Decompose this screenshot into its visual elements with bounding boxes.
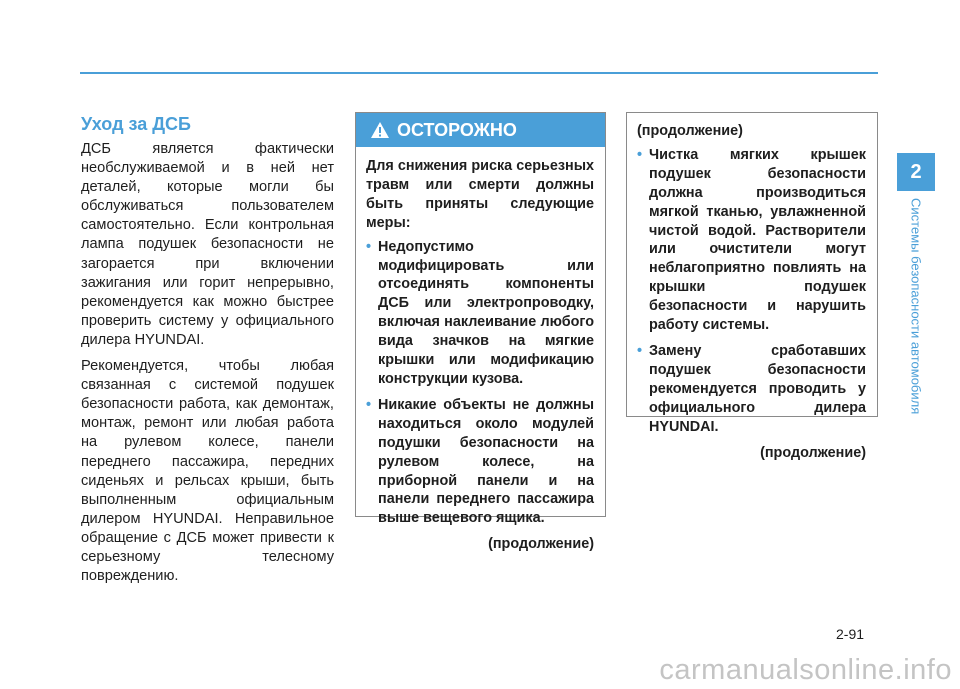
section-title: Уход за ДСБ (81, 114, 191, 134)
list-item-text: Недопустимо модифицировать или отсоединять компоненты ДСБ или электропроводку, включая наклеивание любого вида значков на мягкие крышки или модификацию конструкции кузова. (378, 238, 594, 387)
warning-body (356, 147, 605, 554)
page-number: 2-91 (836, 626, 865, 642)
paragraph: ДСБ является фактически необслуживаемой и в ней нет деталей, которые могли бы обслуживаться пользователем самостоятельно. Если контрольная лампа подушек безопасности не загорается при включении зажигания или горит непрерывно, рекомендуется как можно быстрее проверить систему у официального дилера HYUNDAI. (81, 141, 334, 348)
continuation-body (627, 113, 877, 462)
warning-triangle-icon (370, 121, 390, 139)
continued-label: (продолжение) (760, 444, 866, 461)
chapter-tab: 2 (897, 153, 935, 191)
left-column (81, 140, 334, 593)
warning-list (366, 238, 594, 529)
list-item (366, 396, 594, 528)
chapter-name: Системы безопасности автомобиля (908, 198, 924, 415)
bullet-icon: • (366, 238, 372, 255)
top-rule (80, 72, 878, 74)
list-item (637, 342, 866, 437)
warning-box (355, 112, 606, 553)
bullet-icon: • (637, 146, 643, 163)
bullet-icon: • (637, 342, 643, 359)
warning-title: ОСТОРОЖНО (397, 119, 517, 140)
bullet-icon: • (366, 396, 372, 413)
list-item-text: Чистка мягких крышек подушек безопасности должна производиться мягкой тканью, увлажненной чистой водой. Растворители или очистители могут неблагоприятно повлиять на крышки подушек безопасности и нарушить работу системы. (649, 146, 866, 334)
continuation-list (637, 146, 866, 437)
paragraph: Рекомендуется, чтобы любая связанная с системой подушек безопасности работа, как демонтаж, монтаж, ремонт или любая работа на рулевом колесе, панели переднего пассажира, передних сиденьях и рельсах крыши, быть выполненным официальным дилером HYUNDAI. Неправильное обращение с ДСБ может привести к серьезному телесному повреждению. (81, 358, 334, 585)
warning-intro: Для снижения риска серьезных травм или смерти должны быть приняты следующие меры: (366, 158, 594, 231)
list-item-text: Никакие объекты не должны находиться около модулей подушки безопасности на рулевом колесе, на приборной панели и на панели переднего пассажира выше вещевого ящика. (378, 396, 594, 527)
continued-label: (продолжение) (488, 536, 594, 553)
list-item (366, 238, 594, 389)
continuation-box (626, 112, 878, 461)
continuation-header: (продолжение) (637, 123, 743, 139)
list-item-text: Замену сработавших подушек безопасности рекомендуется проводить у официального дилера HYUNDAI. (649, 342, 866, 435)
watermark: carmanualsonline.info (659, 654, 952, 686)
list-item (637, 146, 866, 335)
warning-header (356, 113, 605, 147)
